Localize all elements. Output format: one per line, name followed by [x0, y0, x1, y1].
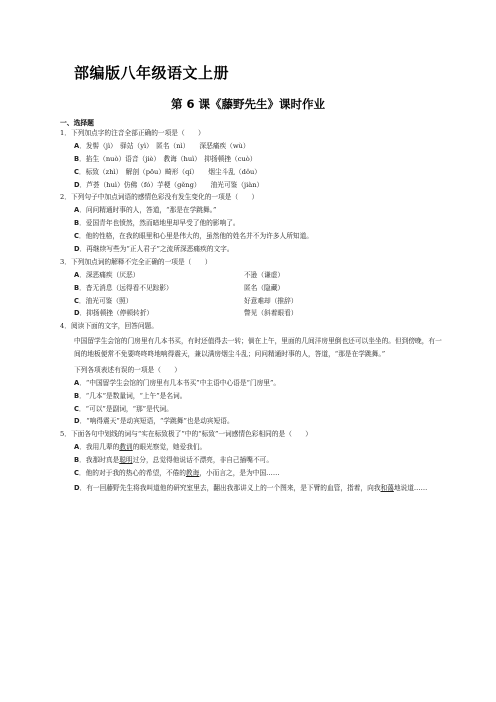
underlined-word: 教诲 — [185, 468, 200, 477]
option-text: ．他的性格，在我的眼里和心里是伟大的，虽然他的姓名并不为许多人所知道。 — [78, 232, 313, 241]
option-text: ．掐生（nuò）语音（jiè） 教诲（huì） 抑扬顿挫（cuò） — [79, 154, 257, 163]
option[interactable] — [60, 456, 445, 464]
series-title: 部编版八年级语文上册 — [74, 64, 230, 82]
option-letter: D — [74, 309, 80, 318]
option-text-2: 瞥见（斜着眼看） — [244, 309, 298, 318]
option[interactable] — [60, 417, 445, 425]
question-stem: 1．下列加点字的注音全部正确的一项是（ ） — [60, 129, 205, 137]
option-text: ．我那时真是 — [79, 456, 120, 465]
option-text: ．有一回藤野先生将我叫道他的研究室里去，翻出我那讲义上的一个图来，是下臂的血管，指着，向我 — [79, 483, 381, 492]
option-text: ．我用几辈的 — [79, 443, 120, 452]
option-letter: A — [74, 141, 80, 150]
underlined-word: 和蔼 — [380, 483, 394, 492]
option[interactable] — [60, 245, 445, 253]
option[interactable] — [60, 219, 445, 227]
option-text: ．深恶痛疾（厌恶） — [79, 270, 140, 279]
option-text: ．芦荟（huì）仿佛（fó）芋梗（gěng） 油光可鉴（jiàn） — [79, 180, 264, 189]
question-stem: 2．下列句子中加点词语的感情色彩没有发生变化的一项是（ ） — [60, 193, 259, 202]
option[interactable] — [60, 232, 445, 240]
option[interactable] — [60, 284, 445, 292]
option-text: ．“几本”是数量词，“上午”是名词。 — [79, 391, 187, 400]
option[interactable] — [60, 379, 445, 387]
option-letter: D — [74, 180, 80, 189]
option-text: ．标致（zhì） 解剖（pōu）畸形（qí） 烟尘斗乱（dǒu） — [78, 167, 261, 176]
option[interactable] — [60, 443, 445, 451]
option-text-2: 匿名（隐藏） — [244, 283, 285, 292]
option-letter: B — [74, 154, 80, 163]
option[interactable] — [60, 206, 445, 214]
option[interactable] — [60, 469, 445, 477]
option-text: ，小而言之，是为中国…… — [199, 468, 280, 477]
option[interactable] — [60, 271, 445, 279]
option-text: 地说道…… — [393, 483, 428, 492]
option-letter: C — [74, 167, 79, 176]
option-text: 的眼光察觉，她爱我们。 — [132, 443, 207, 452]
option-text: 过分，总觉得他说话不漂亮，非自己插嘴不可。 — [132, 456, 274, 465]
lesson-title: 第 6 课《藤野先生》课时作业 — [170, 97, 325, 111]
option-text-2: 不逊（谦虚） — [244, 270, 285, 279]
option-letter: D — [74, 483, 80, 492]
underlined-word: 聪明 — [119, 456, 133, 465]
option[interactable] — [60, 142, 445, 150]
option-text: ．问问精通时事的人，答道，“那是在学跳舞。” — [79, 206, 217, 215]
option-text: ．爱国青年也愤然，然而暗地里却早受了他的影响了。 — [79, 219, 240, 228]
option-text: ．“中国留学生会馆的门房里有几本书买”中主语中心语是“门房里”。 — [79, 378, 281, 387]
option[interactable] — [60, 297, 445, 305]
option-text: ．发髻（jì） 驿站（yì） 匿名（nì） 深恶痛疾（wù） — [79, 141, 250, 150]
option-text: ．抑扬顿挫（停顿转折） — [79, 309, 154, 318]
option-text-2: 好意难却（推辞） — [244, 296, 298, 305]
option-letter: D — [74, 417, 80, 426]
option[interactable] — [60, 482, 445, 494]
question-substem: 下列各项表述有误的一项是（ ） — [74, 365, 181, 374]
option[interactable] — [60, 155, 445, 163]
option[interactable] — [60, 392, 445, 400]
option-text: ．“响得震天”是动宾短语，“学跳舞”也是动宾短语。 — [79, 417, 234, 426]
option-text: ．杳无消息（远得看不见踪影） — [79, 283, 173, 292]
option-letter: C — [74, 296, 79, 305]
option-letter: C — [74, 404, 79, 413]
option-letter: A — [74, 378, 80, 387]
option-letter: A — [74, 206, 80, 215]
section-title: 一、选择题 — [60, 119, 94, 127]
option-text: ．再继续写些为“正人君子”之流所深恶痛疾的文字。 — [79, 245, 234, 254]
reading-passage: 中国留学生会馆的门房里有几本书买，有时还值得去一转；倘在上午，里面的几间洋房里倒也还可以坐坐的。但到傍晚，有一间的地板便常不免要咚咚咚地响得震天，兼以满房烟尘斗乱；问问精通时事的人，答道，“那是在学跳舞。” — [74, 337, 442, 359]
option[interactable] — [60, 168, 445, 176]
option-letter: A — [74, 443, 80, 452]
option-text: ．他的对于我的热心的希望，不倦的 — [78, 468, 186, 477]
option-letter: C — [74, 468, 79, 477]
question-stem: 3．下列加点词的解释不完全正确的一项是（ ） — [60, 257, 212, 266]
underlined-word: 教训 — [119, 443, 133, 452]
option[interactable] — [60, 405, 445, 413]
question-stem: 4．阅读下面的文字，回答问题。 — [60, 322, 158, 331]
option[interactable] — [60, 309, 445, 317]
option-letter: B — [74, 456, 80, 465]
option-letter: A — [74, 270, 80, 279]
option-letter: B — [74, 391, 80, 400]
option-letter: B — [74, 283, 80, 292]
question-list — [60, 129, 445, 498]
option-text: ．“可以”是副词，“那”是代词。 — [78, 404, 173, 413]
option-letter: B — [74, 219, 80, 228]
option-letter: C — [74, 232, 79, 241]
option-letter: D — [74, 245, 80, 254]
option[interactable] — [60, 181, 445, 189]
question-stem: 5．下面各句中划线的词与“实在标致极了”中的“标致”一词感情色彩相同的是（ ） — [60, 430, 312, 439]
option-text: ．油光可鉴（照） — [78, 296, 133, 305]
